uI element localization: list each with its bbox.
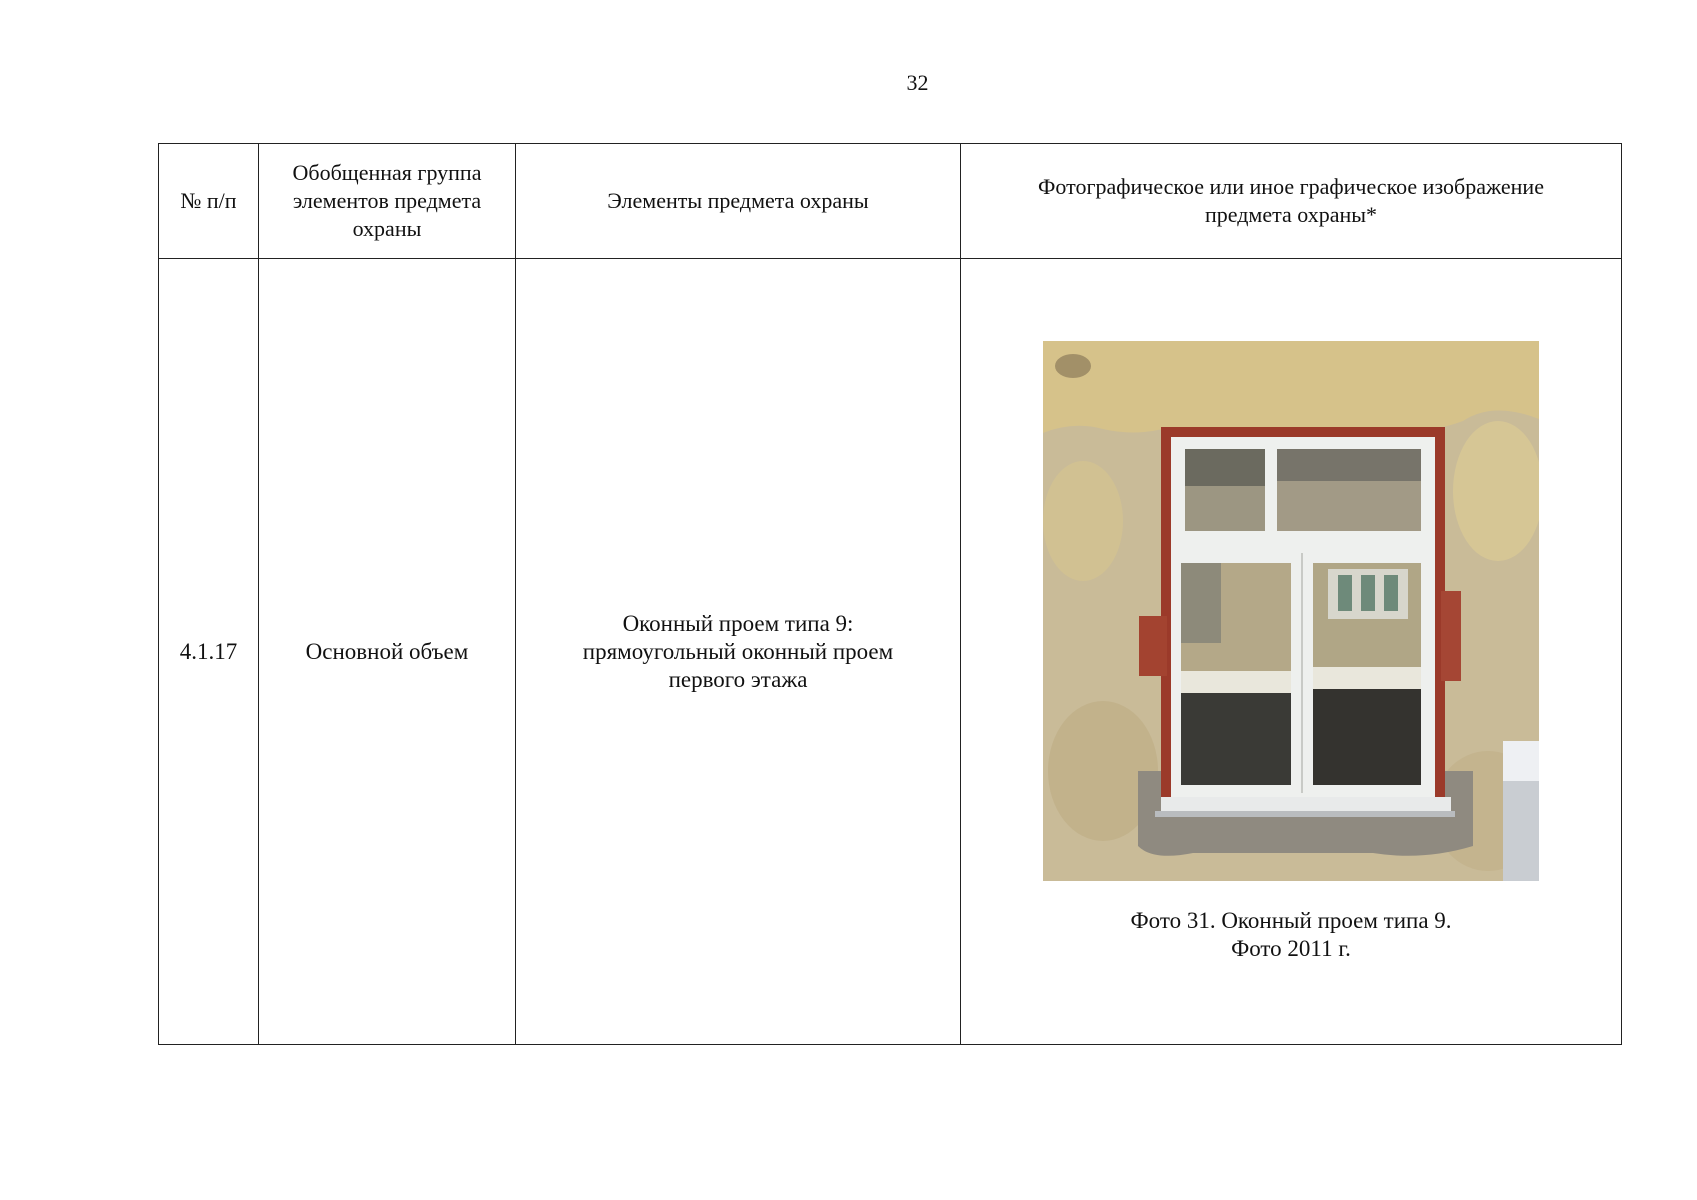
header-photo — [961, 144, 1622, 259]
header-group-line-2: элементов предмета — [292, 188, 482, 213]
header-num: № п/п — [159, 144, 259, 259]
page-number: 32 — [906, 70, 929, 95]
elements-line-2: прямоугольный оконный проем — [582, 638, 894, 664]
header-photo-line-1: Фотографическое или иное графическое изображение — [1038, 174, 1544, 199]
window-photo — [1043, 341, 1539, 881]
photo-caption — [971, 907, 1611, 963]
elements-line-3: первого этажа — [668, 666, 808, 692]
table-row — [159, 259, 1622, 1045]
cell-elements — [516, 259, 961, 1045]
header-group-line-3: охраны — [352, 216, 422, 241]
caption-line-2: Фото 2011 г. — [1231, 935, 1351, 961]
window-photo-image — [1043, 341, 1539, 881]
header-group — [259, 144, 516, 259]
header-group-line-1: Обобщенная группа — [292, 160, 482, 185]
heritage-elements-table — [158, 143, 1622, 1045]
cell-photo — [961, 259, 1622, 1045]
header-photo-line-2: предмета охраны* — [1204, 202, 1378, 227]
table-header-row — [159, 144, 1622, 259]
cell-group: Основной объем — [259, 259, 516, 1045]
header-elements: Элементы предмета охраны — [516, 144, 961, 259]
cell-num: 4.1.17 — [159, 259, 259, 1045]
elements-line-1: Оконный проем типа 9: — [622, 610, 854, 636]
caption-line-1: Фото 31. Оконный проем типа 9. — [1130, 907, 1452, 933]
